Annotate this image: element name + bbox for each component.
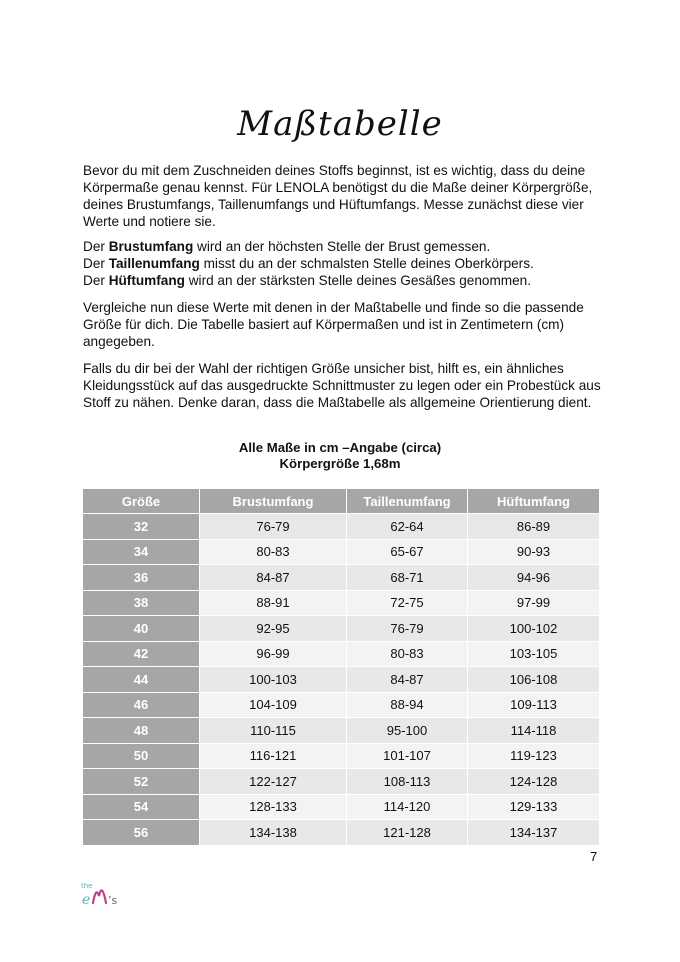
- cell-bust: 104-109: [200, 692, 347, 718]
- cell-hip: 103-105: [468, 641, 600, 667]
- logo-mark: [80, 878, 130, 908]
- definition-text: misst du an der schmalsten Stelle deines Oberkörpers.: [199, 256, 534, 271]
- cell-size: 38: [83, 590, 200, 616]
- cell-hip: 90-93: [468, 539, 600, 565]
- cell-waist: 101-107: [347, 743, 468, 769]
- table-row: [83, 769, 600, 795]
- cell-waist: 80-83: [347, 641, 468, 667]
- cell-hip: 100-102: [468, 616, 600, 642]
- logo-e: e: [82, 892, 91, 908]
- definition-line: [83, 238, 603, 255]
- size-table: [82, 488, 600, 846]
- definition-term: Hüftumfang: [108, 273, 185, 288]
- intro-paragraph: [83, 162, 603, 230]
- table-row: [83, 820, 600, 846]
- cell-size: 48: [83, 718, 200, 744]
- intro-text: Bevor du mit dem Zuschneiden deines Stoffs beginnst, ist es wichtig, dass du deine Körpermaße genau kennst. Für LENOLA benötigst du die Maße deiner Körpergröße, deines Brustumfangs, Taillenumfangs und Hüftumfangs. Messe zunächst diese vier Werte und notiere sie.: [83, 163, 593, 229]
- table-header-row: [83, 489, 600, 514]
- table-row: [83, 514, 600, 540]
- cell-bust: 134-138: [200, 820, 347, 846]
- cell-hip: 114-118: [468, 718, 600, 744]
- cell-hip: 129-133: [468, 794, 600, 820]
- page-title: Maßtabelle: [237, 104, 443, 144]
- caption-line-height: Körpergröße 1,68m: [279, 456, 401, 471]
- cell-bust: 122-127: [200, 769, 347, 795]
- table-row: [83, 539, 600, 565]
- cell-waist: 65-67: [347, 539, 468, 565]
- cell-bust: 92-95: [200, 616, 347, 642]
- table-row: [83, 590, 600, 616]
- cell-hip: 134-137: [468, 820, 600, 846]
- comparison-text: Vergleiche nun diese Werte mit denen in der Maßtabelle und finde so die passende Größe für dich. Die Tabelle basiert auf Körpermaßen und ist in Zentimetern (cm) angegeben.: [83, 300, 584, 349]
- table-row: [83, 667, 600, 693]
- page-number: 7: [590, 849, 598, 864]
- advice-paragraph: [83, 360, 603, 411]
- table-row: [83, 616, 600, 642]
- cell-size: 32: [83, 514, 200, 540]
- cell-waist: 68-71: [347, 565, 468, 591]
- definitions-paragraph: [83, 238, 603, 289]
- cell-size: 40: [83, 616, 200, 642]
- cell-waist: 95-100: [347, 718, 468, 744]
- cell-bust: 100-103: [200, 667, 347, 693]
- definition-prefix: Der: [83, 256, 109, 271]
- cell-size: 34: [83, 539, 200, 565]
- cell-size: 52: [83, 769, 200, 795]
- cell-waist: 114-120: [347, 794, 468, 820]
- table-row: [83, 718, 600, 744]
- column-header-hip: Hüftumfang: [468, 489, 600, 514]
- table-row: [83, 794, 600, 820]
- definition-term: Taillenumfang: [108, 256, 200, 271]
- cell-hip: 86-89: [468, 514, 600, 540]
- cell-size: 50: [83, 743, 200, 769]
- cell-waist: 62-64: [347, 514, 468, 540]
- caption-line-units: Alle Maße in cm –Angabe (circa): [238, 440, 442, 455]
- table-row: [83, 565, 600, 591]
- table-row: [83, 743, 600, 769]
- cell-waist: 121-128: [347, 820, 468, 846]
- definition-prefix: Der: [83, 273, 109, 288]
- column-header-bust: Brustumfang: [200, 489, 347, 514]
- table-body: [83, 514, 600, 846]
- cell-size: 46: [83, 692, 200, 718]
- cell-size: 56: [83, 820, 200, 846]
- brand-logo: [80, 878, 130, 908]
- cell-bust: 96-99: [200, 641, 347, 667]
- cell-size: 36: [83, 565, 200, 591]
- cell-bust: 80-83: [200, 539, 347, 565]
- cell-bust: 84-87: [200, 565, 347, 591]
- cell-hip: 97-99: [468, 590, 600, 616]
- table-caption: [0, 440, 680, 472]
- logo-m-stroke: [93, 890, 106, 903]
- definition-line: [83, 272, 603, 289]
- definition-text: wird an der höchsten Stelle der Brust gemessen.: [193, 239, 491, 254]
- logo-s: ’s: [108, 894, 118, 907]
- cell-hip: 106-108: [468, 667, 600, 693]
- cell-size: 54: [83, 794, 200, 820]
- definition-line: [83, 255, 603, 272]
- cell-bust: 76-79: [200, 514, 347, 540]
- cell-bust: 128-133: [200, 794, 347, 820]
- comparison-paragraph: [83, 299, 603, 350]
- cell-hip: 124-128: [468, 769, 600, 795]
- cell-hip: 119-123: [468, 743, 600, 769]
- advice-text: Falls du dir bei der Wahl der richtigen Größe unsicher bist, hilft es, ein ähnliches Kleidungsstück auf das ausgedruckte Schnittmuster zu legen oder ein Probestück aus Stoff zu nähen. Denke daran, dass die Maßtabelle als allgemeine Orientierung dient.: [83, 361, 601, 410]
- definition-prefix: Der: [83, 239, 109, 254]
- column-header-size: Größe: [83, 489, 200, 514]
- cell-hip: 109-113: [468, 692, 600, 718]
- cell-size: 42: [83, 641, 200, 667]
- cell-waist: 84-87: [347, 667, 468, 693]
- cell-waist: 88-94: [347, 692, 468, 718]
- definition-term: Brustumfang: [108, 239, 194, 254]
- cell-bust: 88-91: [200, 590, 347, 616]
- table-row: [83, 641, 600, 667]
- table-row: [83, 692, 600, 718]
- cell-waist: 76-79: [347, 616, 468, 642]
- cell-bust: 116-121: [200, 743, 347, 769]
- logo-the: the: [81, 882, 93, 890]
- cell-bust: 110-115: [200, 718, 347, 744]
- cell-hip: 94-96: [468, 565, 600, 591]
- column-header-waist: Taillenumfang: [347, 489, 468, 514]
- cell-waist: 108-113: [347, 769, 468, 795]
- definition-text: wird an der stärksten Stelle deines Gesäßes genommen.: [184, 273, 532, 288]
- cell-size: 44: [83, 667, 200, 693]
- cell-waist: 72-75: [347, 590, 468, 616]
